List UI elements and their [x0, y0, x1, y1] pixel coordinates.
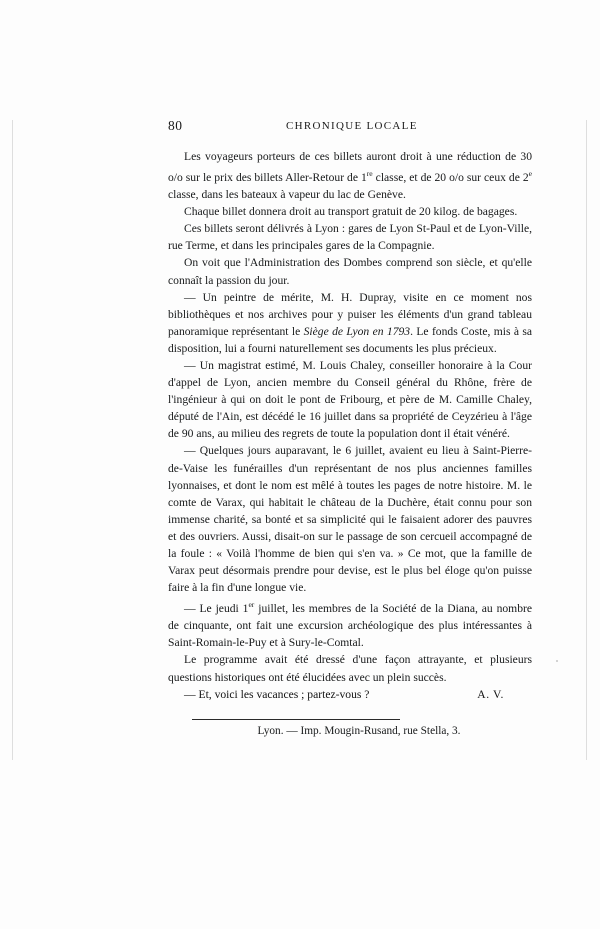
paragraph: On voit que l'Administration des Dombes comprend son siècle, et qu'elle connaît la passion du jour.	[168, 256, 532, 287]
paragraph: Les voyageurs porteurs de ces billets auront droit à une réduction de 30 o/o sur le prix des billets Aller-Retour de 1re classe, et de 20 o/o sur ceux de 2e classe, dans les bateaux à vapeur du lac de Genève.	[168, 150, 532, 202]
running-head: CHRONIQUE LOCALE	[286, 120, 418, 132]
colophon-rule	[192, 719, 400, 720]
paragraph: — Quelques jours auparavant, le 6 juillet, avaient eu lieu à Saint-Pierre-de-Vaise les funérailles d'un représentant de nos plus anciennes familles lyonnaises, et dont le nom est mêlé à toutes les pages de notre histoire. M. le comte de Varax, qui habitait le château de la Duchère, était connu pour son immense charité, sa bonté et sa simplicité qui le faisaient adorer des pauvres et des ouvriers. Aussi, disait-on sur le passage de son cercueil accompagné de la foule : « Voilà l'homme de bien qui s'en va. » Ce mot, que la famille de Varax peut désormais prendre pour devise, est le plus bel éloge qu'on puisse faire à la fin d'une longue vie.	[168, 444, 532, 595]
paragraph: Chaque billet donnera droit au transport gratuit de 20 kilog. de bagages.	[184, 205, 518, 219]
page-content	[168, 118, 532, 737]
paragraph: — Un magistrat estimé, M. Louis Chaley, conseiller honoraire à la Cour d'appel de Lyon, ancien membre du Conseil général du Rhône, frère de l'ingénieur à qui on doit le pont de Fribourg, et père de M. Camille Chaley, député de l'Ain, est décédé le 16 juillet dans sa propriété de Ceyzérieu à l'âge de 90 ans, au milieu des regrets de toute la population dont il était vénéré.	[168, 358, 532, 441]
scan-edge-mark-left	[12, 120, 13, 760]
closing-text: — Et, voici les vacances ; partez-vous ?	[184, 687, 370, 701]
page-number: 80	[168, 118, 183, 133]
paragraph: — Le jeudi 1er juillet, les membres de la Société de la Diana, au nombre de cinquante, ont fait une excursion archéologique des plus intéressantes à Saint-Romain-le-Puy et à Sury-le-Comtal.	[168, 600, 532, 650]
scan-speck	[556, 660, 558, 662]
author-signature: A. V.	[477, 687, 504, 701]
paragraph: — Un peintre de mérite, M. H. Dupray, visite en ce moment nos bibliothèques et nos archives pour y puiser les éléments d'un grand tableau panoramique représentant le Siège de Lyon en 1793. Le fonds Coste, mis à sa disposition, lui a fourni naturellement ses documents les plus précieux.	[168, 290, 532, 355]
scan-edge-mark-right	[586, 120, 587, 760]
paragraph: Le programme avait été dressé d'une façon attrayante, et plusieurs questions historiques ont été élucidées avec un plein succès.	[168, 653, 532, 684]
closing-line	[168, 686, 532, 703]
page-header	[168, 118, 532, 138]
paragraph: Ces billets seront délivrés à Lyon : gares de Lyon St-Paul et de Lyon-Ville, rue Terme, et dans les principales gares de la Compagnie.	[168, 222, 532, 253]
colophon: Lyon. — Imp. Mougin-Rusand, rue Stella, 3.	[257, 724, 461, 737]
